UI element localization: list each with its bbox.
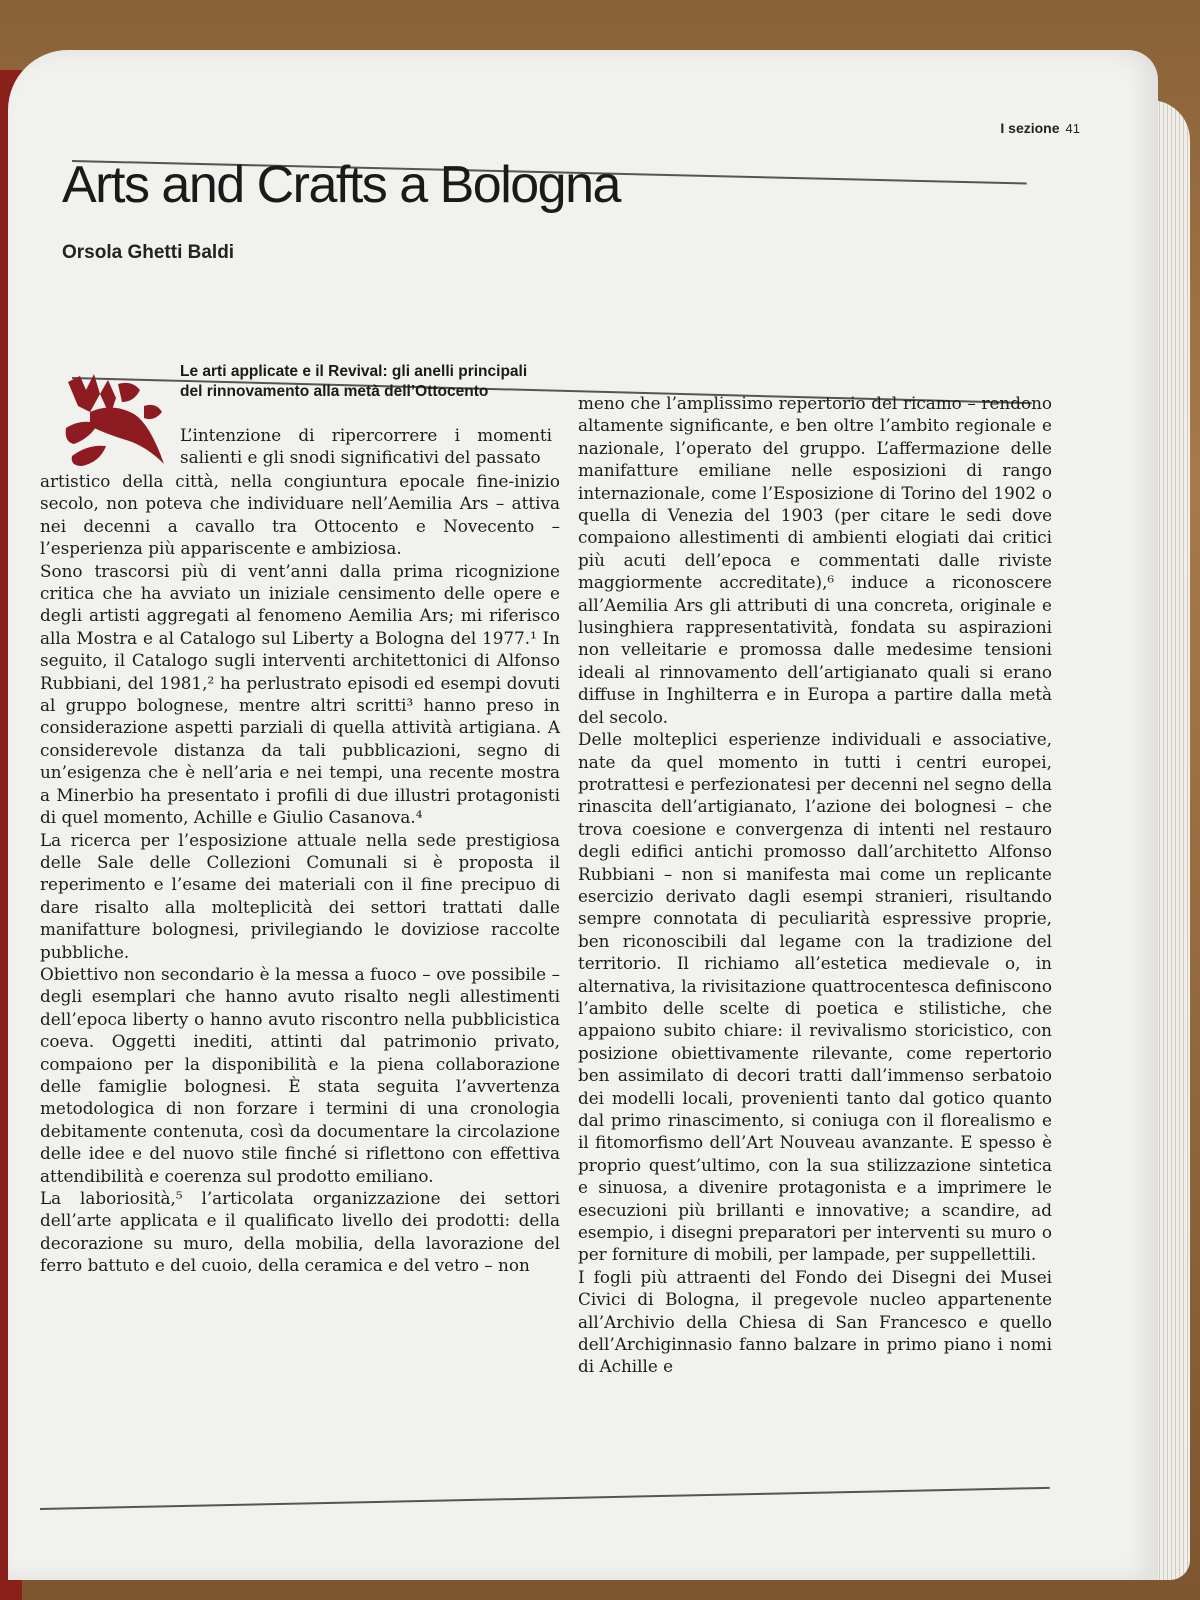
paragraph: La ricerca per l’esposizione attuale nella sede prestigiosa delle Sale delle Collezioni Comunali si è proposta il reperimento e l’esame dei materiali con il fine precipuo di dare risalto alla molteplicità dei settori trattati dalle manifatture bolognesi, privilegiando le doviziose raccolte pubbliche. <box>40 829 560 962</box>
intro-paragraph <box>180 424 552 469</box>
article-title: Arts and Crafts a Bologna <box>62 156 620 214</box>
section-subheading: Le arti applicate e il Revival: gli anelli principali del rinnovamento alla metà dell’Ottocento <box>180 363 528 400</box>
paragraph: meno che l’amplissimo repertorio del ricamo – rendono altamente significante, e ben oltre l’ambito regionale e nazionale, l’operato del gruppo. L’affermazione delle manifatture emiliane nelle esposizioni di rango internazionale, come l’Esposizione di Torino del 1902 o quella di Venezia del 1903 (per citare le sedi dove compaiono allestimenti di ambienti elogiati dai critici più acuti dell’epoca e commentati dalle riviste maggiormente accreditate),⁶ induce a riconoscere all’Aemilia Ars gli attributi di una concreta, originale e lusinghiera rappresentatività, fondata su aspirazioni non velleitarie e promossa dalle medesime tensioni ideali al rinnovamento dell’artigianato quali si erano diffuse in Inghilterra e in Europa a partire dalla metà del secolo. <box>578 393 1052 727</box>
paragraph: Obiettivo non secondario è la messa a fuoco – ove possibile – degli esemplari che hanno avuto risalto negli allestimenti dell’epoca liberty o hanno avuto riscontro nella pubblicistica coeva. Oggetti inediti, attinti dal patrimonio privato, compaiono per la disponibilità e la piena collaborazione delle famiglie bolognesi. È stata seguita l’avvertenza metodologica di non forzare i termini di una cronologia debitamente contenuta, così da documentare la circolazione delle idee e del nuovo stile finché si riflettono con effettiva attendibilità e coerenza sul prodotto emiliano. <box>40 963 560 1186</box>
page-number: 41 <box>1065 121 1080 136</box>
right-column <box>578 392 1052 1378</box>
running-header <box>960 120 1080 136</box>
paragraph: I fogli più attraenti del Fondo dei Disegni dei Musei Civici di Bologna, il pregevole nucleo appartenente all’Archivio della Chiesa di San Francesco e quello dell’Archiginnasio fanno balzare in primo piano i nomi di Achille e <box>578 1266 1052 1377</box>
paragraph: artistico della città, nella congiuntura epocale fine-inizio secolo, non poteva che individuare nell’Aemilia Ars – attiva nei decenni a cavallo tra Ottocento e Novecento – l’esperienza più appariscente e ambiziosa. <box>40 471 560 559</box>
paragraph: L’intenzione di ripercorrere i momenti salienti e gli snodi significativi del passato <box>180 425 552 468</box>
left-column <box>40 470 560 1277</box>
floral-ornament-icon <box>60 372 166 470</box>
section-label: I sezione <box>1000 120 1060 136</box>
paragraph: Delle molteplici esperienze individuali e associative, nate da quel momento in tutti i centri europei, protrattesi e perfezionatesi per decenni nel segno della rinascita dell’artigianato, l’azione dei bolognesi – che trova coesione e convergenza di intenti nel restauro degli edifici antichi promosso dall’architetto Alfonso Rubbiani – non si manifesta mai come un replicante esercizio derivato dagli esempi stranieri, risultando sempre connotata di peculiarità espressive proprie, ben riconoscibili dal legame con la tradizione del territorio. Il richiamo all’estetica medievale o, in alternativa, la rivisitazione quattrocentesca definiscono l’ambito delle scelte di poetica e stilistiche, che appaiono subito chiare: il revivalismo storicistico, con posizione obiettivamente rilevante, come repertorio ben assimilato di decori tratti dall’immenso serbatoio dei modelli locali, provenienti tanto dal gotico quanto dal primo rinascimento, si coniuga con il florealismo e il fitomorfismo dell’Art Nouveau avanzante. E spesso è proprio quest’ultimo, con la sua stilizzazione sintetica e sinuosa, a divenire protagonista e a imprimere le esecuzioni più brillanti e innovative; a scandire, ad esempio, i disegni preparatori per interventi su muro o per forniture di mobili, per lampade, per suppellettili. <box>578 729 1052 1265</box>
paragraph: La laboriosità,⁵ l’articolata organizzazione dei settori dell’arte applicata e il qualificato livello dei prodotti: della decorazione su muro, della mobilia, della lavorazione del ferro battuto e del cuoio, della ceramica e del vetro – non <box>40 1188 560 1276</box>
article-author: Orsola Ghetti Baldi <box>62 242 235 263</box>
paragraph: Sono trascorsi più di vent’anni dalla prima ricognizione critica che ha avviato un iniziale censimento delle opere e degli artisti aggregati al fenomeno Aemilia Ars; mi riferisco alla Mostra e al Catalogo sul Liberty a Bologna del 1977.¹ In seguito, il Catalogo sugli interventi architettonici di Alfonso Rubbiani, del 1981,² ha perlustrato episodi ed esempi dovuti al gruppo bolognese, mentre altri scritti³ hanno preso in considerazione aspetti parziali di quella attività artigiana. A considerevole distanza da tali pubblicazioni, segno di un’esigenza che è nell’aria e nei tempi, una recente mostra a Minerbio ha presentato i profili di due illustri protagonisti di quel momento, Achille e Giulio Casanova.⁴ <box>40 560 560 828</box>
